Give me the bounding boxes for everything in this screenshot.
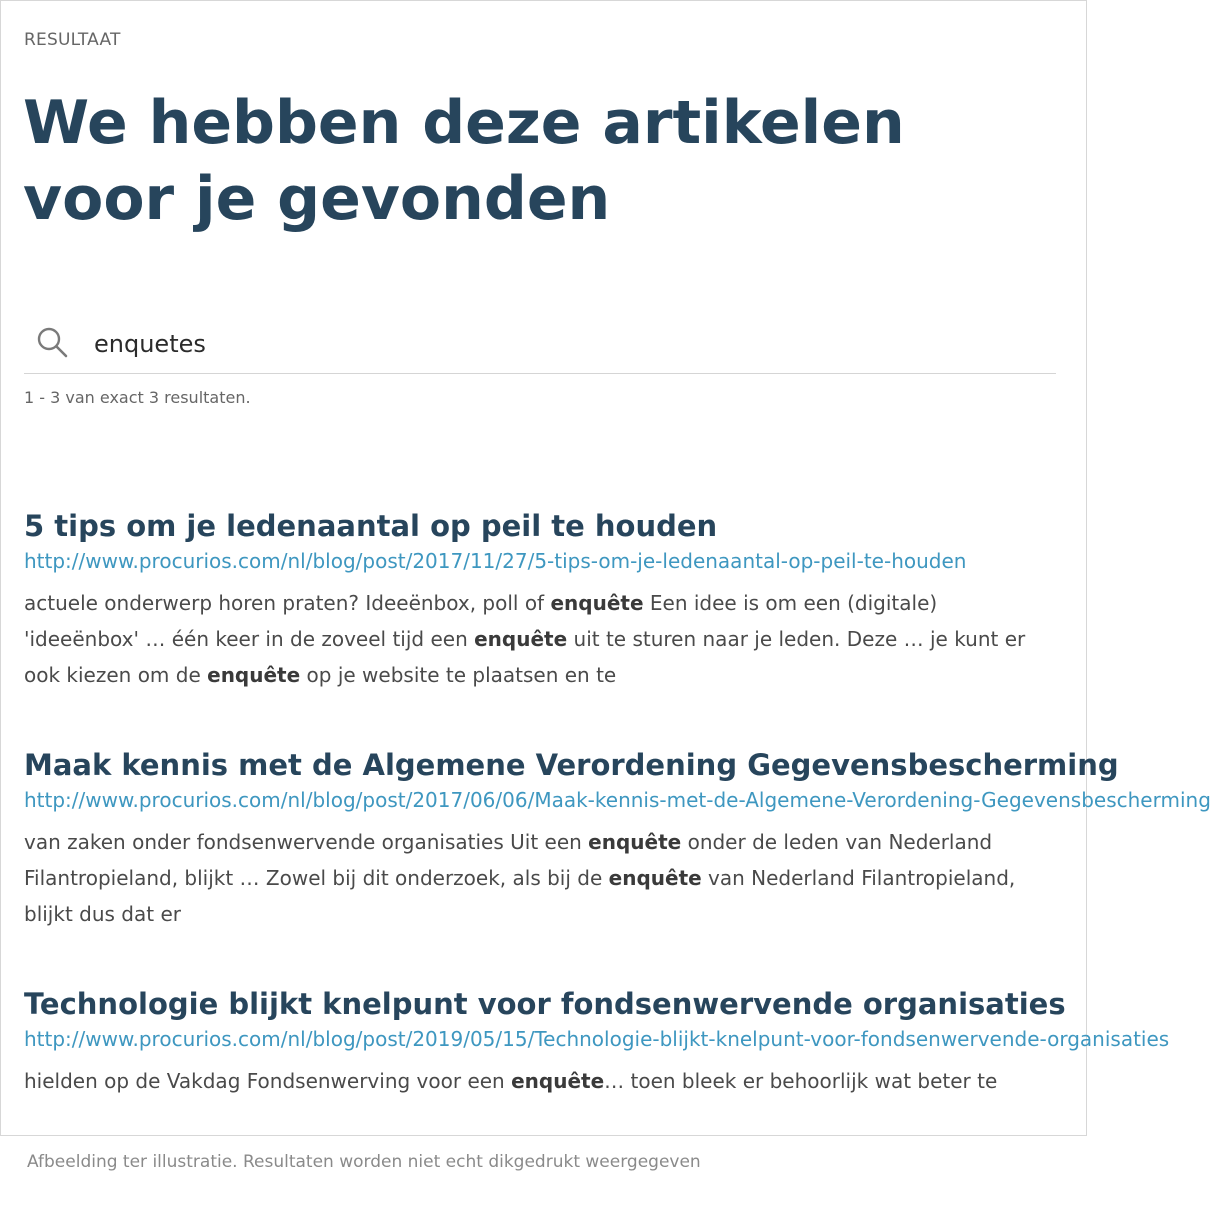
result-url[interactable]: http://www.procurios.com/nl/blog/post/2017/11/27/5-tips-om-je-ledenaantal-op-peil-te-houden xyxy=(24,549,967,573)
snippet-text: hielden op de Vakdag Fondsenwerving voor een xyxy=(24,1069,512,1093)
result-snippet xyxy=(24,585,1054,693)
result-snippet xyxy=(24,824,1054,932)
search-result-1 xyxy=(24,507,1054,693)
snippet-text: op je website te plaatsen en te xyxy=(300,663,617,687)
snippet-text: van Nederland Filantropieland, blijkt dus dat er xyxy=(24,866,1016,926)
result-url[interactable]: http://www.procurios.com/nl/blog/post/2017/06/06/Maak-kennis-met-de-Algemene-Verordening-Gegevensbescherming xyxy=(24,788,1211,812)
image-caption: Afbeelding ter illustratie. Resultaten worden niet echt dikgedrukt weergegeven xyxy=(27,1152,701,1172)
snippet-text: Een idee is om een (digitale) 'ideeënbox' … één keer in de zoveel tijd een xyxy=(24,591,938,651)
search-input[interactable] xyxy=(94,322,994,366)
highlighted-term: enquête xyxy=(608,866,702,890)
result-title[interactable]: Technologie blijkt knelpunt voor fondsenwervende organisaties xyxy=(24,987,1066,1021)
search-bar xyxy=(24,316,1056,374)
highlighted-term: enquête xyxy=(550,591,644,615)
result-url[interactable]: http://www.procurios.com/nl/blog/post/2019/05/15/Technologie-blijkt-knelpunt-voor-fondsenwervende-organisaties xyxy=(24,1027,1170,1051)
search-result-3 xyxy=(24,985,1170,1099)
result-title[interactable]: 5 tips om je ledenaantal op peil te houden xyxy=(24,509,718,543)
snippet-text: … toen bleek er behoorlijk wat beter te xyxy=(604,1069,998,1093)
result-snippet xyxy=(24,1063,1054,1099)
highlighted-term: enquête xyxy=(207,663,301,687)
search-icon[interactable] xyxy=(36,326,70,360)
highlighted-term: enquête xyxy=(511,1069,605,1093)
highlighted-term: enquête xyxy=(474,627,568,651)
snippet-text: actuele onderwerp horen praten? Ideeënbox, poll of xyxy=(24,591,551,615)
highlighted-term: enquête xyxy=(588,830,682,854)
page-title: We hebben deze artikelen voor je gevonden xyxy=(23,88,905,234)
snippet-text: onder de leden van Nederland Filantropieland, blijkt … Zowel bij dit onderzoek, als bij de xyxy=(24,830,993,890)
result-title[interactable]: Maak kennis met de Algemene Verordening Gegevensbescherming xyxy=(24,748,1119,782)
section-label: RESULTAAT xyxy=(24,30,121,50)
snippet-text: uit te sturen naar je leden. Deze … je kunt er ook kiezen om de xyxy=(24,627,1026,687)
search-result-2 xyxy=(24,746,1211,932)
result-count: 1 - 3 van exact 3 resultaten. xyxy=(24,388,251,407)
snippet-text: van zaken onder fondsenwervende organisaties Uit een xyxy=(24,830,589,854)
